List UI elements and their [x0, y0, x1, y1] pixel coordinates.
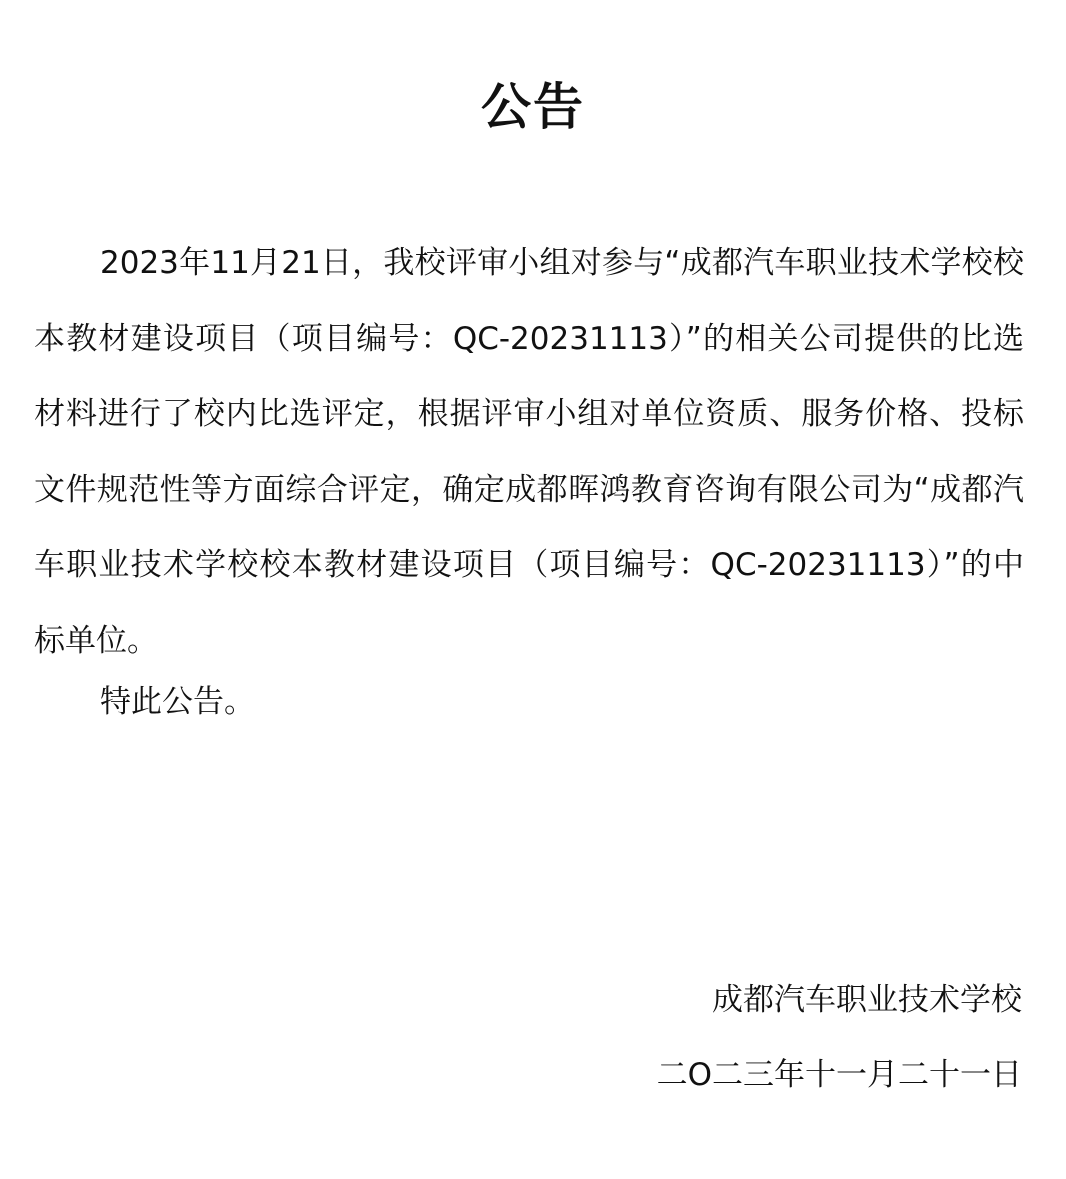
issuer-name: 成都汽车职业技术学校 — [712, 982, 1022, 1018]
notice-body: 2023年11月21日，我校评审小组对参与“成都汽车职业技术学校校本教材建设项目（项目编号：QC-20231113）”的相关公司提供的比选材料进行了校内比选评定，根据评审小组对单位资质、服务价格、投标文件规范性等方面综合评定，确定成都晖鸿教育咨询有限公司为“成都汽车职业技术学校校本教材建设项目（项目编号：QC-20231113）”的中标单位。 — [34, 245, 1024, 659]
notice-closing: 特此公告。 — [100, 684, 255, 720]
notice-title: 公告 — [481, 78, 585, 136]
issue-date: 二O二三年十一月二十一日 — [656, 1057, 1022, 1093]
